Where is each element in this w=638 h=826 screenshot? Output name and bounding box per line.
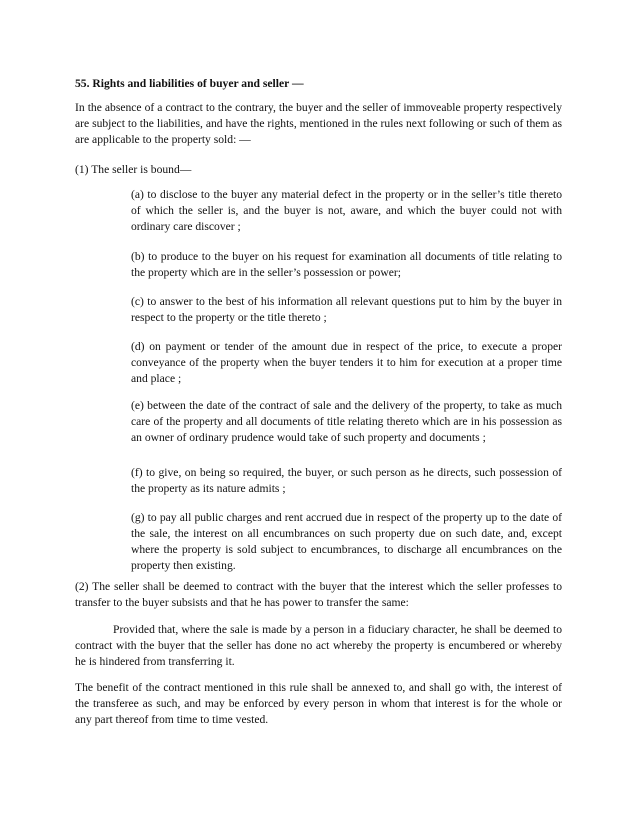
clause-d: (d) on payment or tender of the amount due in respect of the price, to execute a proper conveyance of the property when the buyer tenders it to him for execution at a proper time and place ; <box>131 340 562 385</box>
benefit-paragraph: The benefit of the contract mentioned in this rule shall be annexed to, and shall go with, the interest of the transferee as such, and may be enforced by every person in whom that interest is for the whole or any part thereof from time to time vested. <box>75 681 562 726</box>
section-heading: 55. Rights and liabilities of buyer and seller — <box>75 77 304 90</box>
clause-c: (c) to answer to the best of his information all relevant questions put to him by the buyer in respect to the property or the title thereto ; <box>131 295 562 324</box>
section-1-label: (1) The seller is bound— <box>75 163 192 176</box>
clause-b: (b) to produce to the buyer on his request for examination all documents of title relating to the property which are in the seller’s possession or power; <box>131 250 562 279</box>
clause-f: (f) to give, on being so required, the buyer, or such person as he directs, such possession of the property as its nature admits ; <box>131 466 562 495</box>
proviso-paragraph: Provided that, where the sale is made by a person in a fiduciary character, he shall be deemed to contract with the buyer that the seller has done no act whereby the property is encumbered or whereby he is hindered from transferring it. <box>75 623 562 668</box>
clause-e: (e) between the date of the contract of sale and the delivery of the property, to take as much care of the property and all documents of title relating thereto which are in his possession as an owner of ordinary prudence would take of such property and documents ; <box>131 399 562 444</box>
clause-g: (g) to pay all public charges and rent accrued due in respect of the property up to the date of the sale, the interest on all encumbrances on such property due on such date, and, except where the property is sold subject to encumbrances, to discharge all encumbrances on the property then existing. <box>131 511 562 572</box>
section-2-paragraph: (2) The seller shall be deemed to contract with the buyer that the interest which the seller professes to transfer to the buyer subsists and that he has power to transfer the same: <box>75 580 562 609</box>
intro-paragraph: In the absence of a contract to the contrary, the buyer and the seller of immoveable property respectively are subject to the liabilities, and have the rights, mentioned in the rules next following or such of them as are applicable to the property sold: — <box>75 101 562 146</box>
clause-a: (a) to disclose to the buyer any material defect in the property or in the seller’s title thereto of which the seller is, and the buyer is not, aware, and which the buyer could not with ordinary care discover ; <box>131 188 562 233</box>
